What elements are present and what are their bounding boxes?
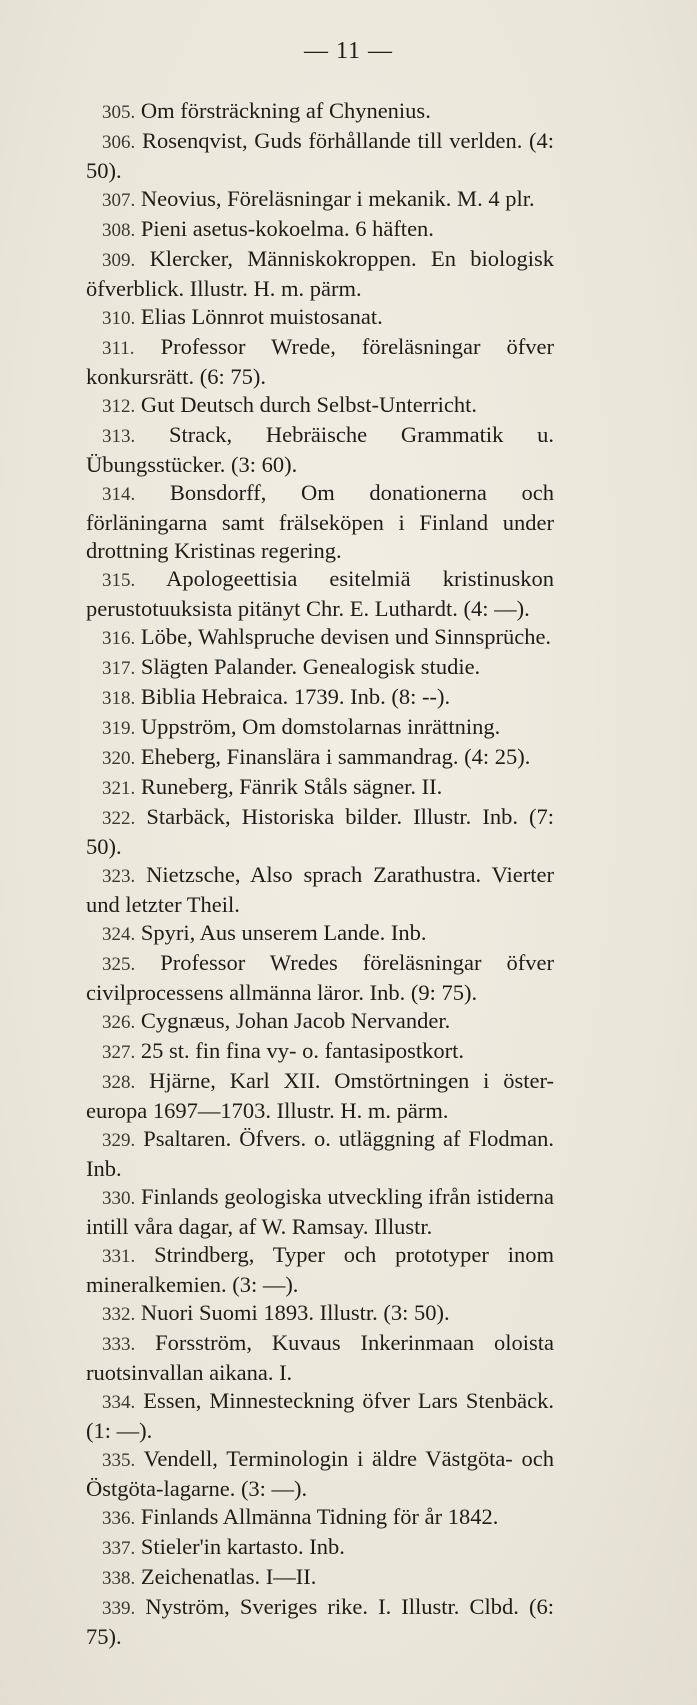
entry-text: Cygnæus, Johan Jacob Nervander.	[140, 1008, 451, 1033]
entry-number: 330.	[102, 1188, 136, 1209]
catalog-entry	[86, 215, 554, 245]
catalog-entry	[86, 1533, 554, 1563]
entry-number: 338.	[102, 1568, 136, 1589]
entry-text: Bonsdorff, Om donationerna och förläningarna samt frälseköpen i Finland under drottning Kristinas regering.	[86, 480, 555, 563]
catalog-entry	[86, 1503, 554, 1533]
catalog-entry	[86, 391, 554, 421]
entry-number: 319.	[102, 718, 136, 739]
catalog-entry	[86, 861, 554, 919]
catalog-entry	[86, 479, 554, 565]
entry-text: Rosenqvist, Guds förhållande till verlden. (4: 50).	[86, 128, 554, 183]
entry-number: 324.	[102, 924, 136, 945]
entry-number: 314.	[102, 484, 136, 505]
entry-number: 339.	[102, 1598, 136, 1619]
catalog-entry	[86, 1329, 554, 1387]
entry-number: 322.	[102, 808, 136, 829]
entry-number: 317.	[102, 658, 136, 679]
entry-text: Nyström, Sveriges rike. I. Illustr. Clbd. (6: 75).	[86, 1594, 554, 1649]
entry-number: 318.	[102, 688, 136, 709]
catalog-entry	[86, 1183, 554, 1241]
entry-number: 305.	[102, 102, 136, 123]
catalog-entry	[86, 1299, 554, 1329]
entry-number: 335.	[102, 1450, 136, 1471]
catalog-entry	[86, 653, 554, 683]
entry-number: 329.	[102, 1130, 136, 1151]
catalog-entry	[86, 245, 554, 303]
entry-number: 336.	[102, 1508, 136, 1529]
entry-text: Nuori Suomi 1893. Illustr. (3: 50).	[140, 1300, 450, 1325]
catalog-entry	[86, 303, 554, 333]
entry-text: Om försträckning af Chynenius.	[140, 98, 431, 123]
catalog-entry	[86, 1445, 554, 1503]
entry-number: 331.	[102, 1246, 136, 1267]
entry-number: 323.	[102, 866, 136, 887]
entry-text: Runeberg, Fänrik Ståls sägner. II.	[140, 774, 443, 799]
catalog-entry	[86, 743, 554, 773]
entry-text: Hjärne, Karl XII. Omstörtningen i öster-europa 1697—1703. Illustr. H. m. pärm.	[86, 1068, 554, 1123]
catalog-entry	[86, 623, 554, 653]
entry-number: 334.	[102, 1392, 136, 1413]
entry-number: 325.	[102, 954, 136, 975]
entry-number: 321.	[102, 778, 136, 799]
entry-text: Starbäck, Historiska bilder. Illustr. Inb. (7: 50).	[86, 804, 555, 859]
entry-number: 316.	[102, 628, 136, 649]
entry-number: 311.	[102, 338, 135, 359]
entry-text: Strindberg, Typer och prototyper inom mineralkemien. (3: —).	[86, 1242, 555, 1297]
entry-text: Stieler'in kartasto. Inb.	[140, 1534, 345, 1559]
entry-text: Strack, Hebräische Grammatik u. Übungsstücker. (3: 60).	[86, 422, 554, 477]
page-number: — 11 —	[303, 38, 394, 64]
entry-text: Biblia Hebraica. 1739. Inb. (8: --).	[140, 684, 451, 709]
catalog-entry	[86, 421, 554, 479]
entry-text: Pieni asetus-kokoelma. 6 häften.	[140, 216, 434, 241]
entry-text: Professor Wrede, föreläsningar öfver konkursrätt. (6: 75).	[86, 334, 555, 389]
entry-number: 308.	[102, 220, 136, 241]
entry-text: Eheberg, Finanslära i sammandrag. (4: 25).	[140, 744, 531, 769]
entry-number: 315.	[102, 570, 136, 591]
entry-number: 326.	[102, 1012, 136, 1033]
entry-text: Slägten Palander. Genealogisk studie.	[140, 654, 481, 679]
entry-number: 328.	[102, 1072, 136, 1093]
entry-number: 309.	[102, 250, 136, 271]
entry-number: 332.	[102, 1304, 136, 1325]
entry-text: Zeichenatlas. I—II.	[140, 1564, 317, 1589]
entry-text: Finlands geologiska utveckling ifrån istiderna intill våra dagar, af W. Ramsay. Illustr.	[86, 1184, 554, 1239]
entry-number: 333.	[102, 1334, 136, 1355]
catalog-entry	[86, 1241, 554, 1299]
catalog-entry	[86, 683, 554, 713]
catalog-entry	[86, 773, 554, 803]
entry-text: Forsström, Kuvaus Inkerinmaan oloista ruotsinvallan aikana. I.	[86, 1330, 554, 1385]
catalog-entry	[86, 565, 554, 623]
catalog-entry	[86, 97, 554, 127]
entry-text: Klercker, Människokroppen. En biologisk öfverblick. Illustr. H. m. pärm.	[86, 246, 555, 301]
entry-text: Essen, Minnesteckning öfver Lars Stenbäck. (1: —).	[86, 1388, 555, 1443]
entry-number: 320.	[102, 748, 136, 769]
catalog-entry	[86, 713, 554, 743]
entry-text: Uppström, Om domstolarnas inrättning.	[140, 714, 501, 739]
catalog-entry	[86, 1037, 554, 1067]
entry-text: Vendell, Terminologin i äldre Västgöta- och Östgöta-lagarne. (3: —).	[86, 1446, 554, 1501]
catalog-entry	[86, 333, 554, 391]
entry-text: Neovius, Föreläsningar i mekanik. M. 4 plr.	[140, 186, 535, 211]
entry-text: Professor Wredes föreläsningar öfver civilprocessens allmänna läror. Inb. (9: 75).	[86, 950, 554, 1005]
catalog-entry	[86, 1067, 554, 1125]
catalog-entry	[86, 803, 554, 861]
entry-number: 310.	[102, 308, 136, 329]
catalog-entry	[86, 1007, 554, 1037]
entry-text: Elias Lönnrot muistosanat.	[140, 304, 383, 329]
catalog-entry	[86, 1125, 554, 1183]
catalog-entry	[86, 127, 554, 185]
catalog-entry	[86, 1563, 554, 1593]
entry-list	[86, 97, 554, 1651]
entry-text: Nietzsche, Also sprach Zarathustra. Vierter und letzter Theil.	[86, 862, 555, 917]
catalog-entry	[86, 185, 554, 215]
catalog-entry	[86, 1387, 554, 1445]
entry-text: Psaltaren. Öfvers. o. utläggning af Flodman. Inb.	[86, 1126, 554, 1181]
entry-text: Gut Deutsch durch Selbst-Unterricht.	[140, 392, 478, 417]
entry-number: 327.	[102, 1042, 136, 1063]
entry-text: Finlands Allmänna Tidning för år 1842.	[140, 1504, 499, 1529]
entry-text: Spyri, Aus unserem Lande. Inb.	[140, 920, 427, 945]
entry-number: 306.	[102, 132, 136, 153]
entry-number: 312.	[102, 396, 136, 417]
entry-number: 313.	[102, 426, 136, 447]
entry-text: 25 st. fin fina vy- o. fantasipostkort.	[140, 1038, 464, 1063]
entry-text: Apologeettisia esitelmiä kristinuskon perustotuuksista pitänyt Chr. E. Luthardt. (4: —).	[86, 566, 554, 621]
entry-text: Löbe, Wahlspruche devisen und Sinnsprüche.	[140, 624, 552, 649]
catalog-entry	[86, 949, 554, 1007]
catalog-entry	[86, 919, 554, 949]
entry-number: 307.	[102, 190, 136, 211]
catalog-entry	[86, 1593, 554, 1651]
entry-number: 337.	[102, 1538, 136, 1559]
